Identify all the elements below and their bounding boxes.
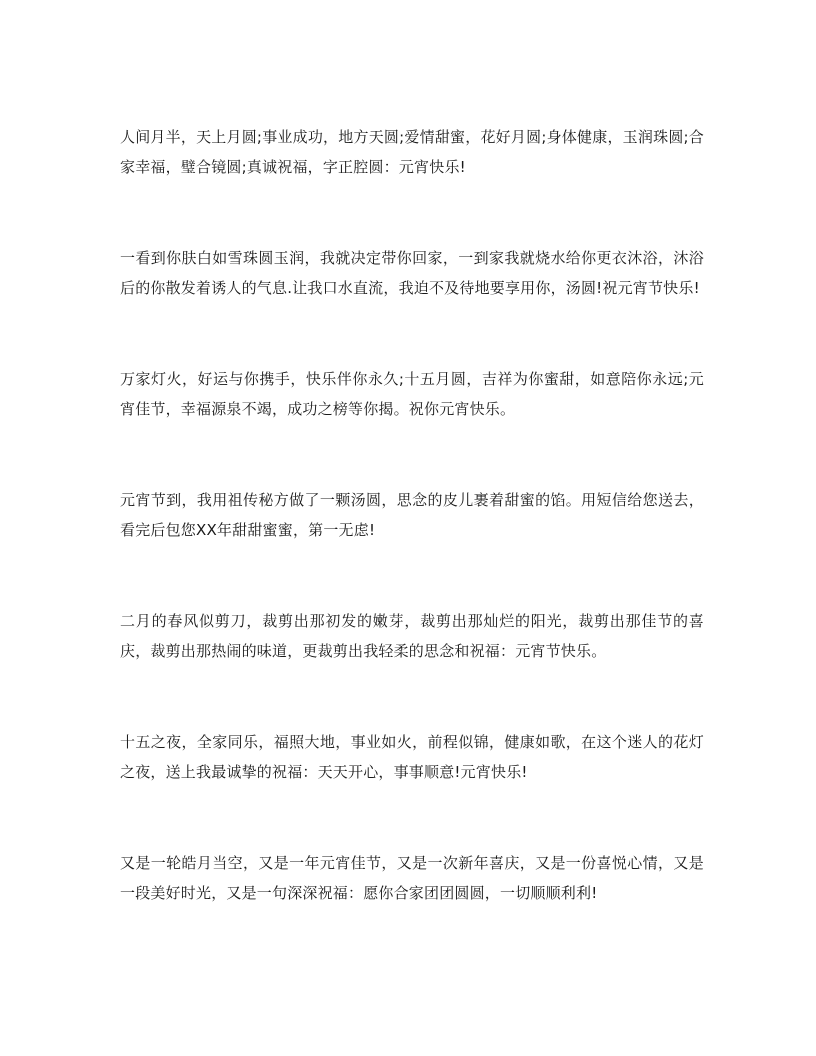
- paragraph-6: 十五之夜，全家同乐，福照大地，事业如火，前程似锦，健康如歌，在这个迷人的花灯之夜，送上我最诚挚的祝福：天天开心，事事顺意!元宵快乐!: [120, 733, 704, 781]
- paragraph-7: 又是一轮皓月当空，又是一年元宵佳节，又是一次新年喜庆，又是一份喜悦心情，又是一段美好时光，又是一句深深祝福：愿你合家团团圆圆，一切顺顺利利!: [120, 854, 704, 902]
- paragraph-1: 人间月半，天上月圆;事业成功，地方天圆;爱情甜蜜，花好月圆;身体健康，玉润珠圆;合家幸福，璧合镜圆;真诚祝福，字正腔圆：元宵快乐!: [120, 128, 704, 176]
- paragraph-5: 二月的春风似剪刀，裁剪出那初发的嫩芽，裁剪出那灿烂的阳光，裁剪出那佳节的喜庆，裁剪出那热闹的味道，更裁剪出我轻柔的思念和祝福：元宵节快乐。: [120, 612, 704, 660]
- paragraph-2: 一看到你肤白如雪珠圆玉润，我就决定带你回家，一到家我就烧水给你更衣沐浴，沐浴后的你散发着诱人的气息.让我口水直流，我迫不及待地要享用你，汤圆!祝元宵节快乐!: [120, 249, 704, 297]
- document-body: [120, 122, 704, 969]
- paragraph-3: 万家灯火，好运与你携手，快乐伴你永久;十五月圆，吉祥为你蜜甜，如意陪你永远;元宵佳节，幸福源泉不竭，成功之榜等你揭。祝你元宵快乐。: [120, 370, 704, 418]
- paragraph-4: 元宵节到，我用祖传秘方做了一颗汤圆，思念的皮儿裹着甜蜜的馅。用短信给您送去，看完后包您XX年甜甜蜜蜜，第一无虑!: [120, 491, 704, 539]
